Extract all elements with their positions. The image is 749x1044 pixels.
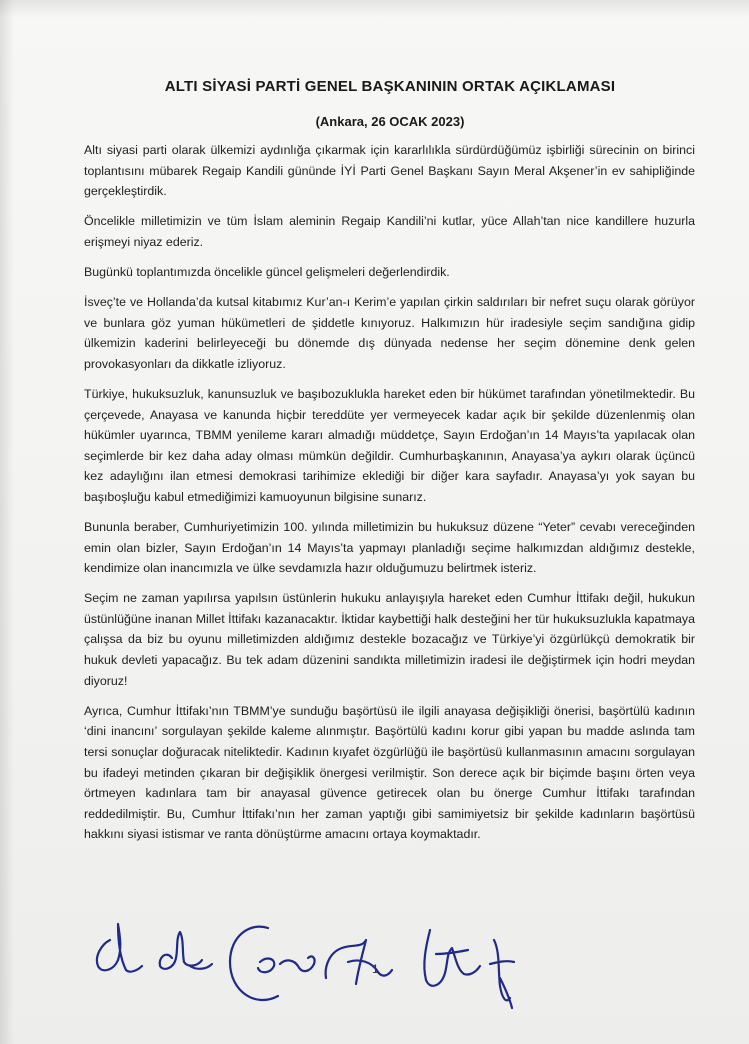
document-title: ALTI SİYASİ PARTİ GENEL BAŞKANININ ORTAK AÇIKLAMASI: [164, 78, 616, 95]
paragraph: Bugünkü toplantımızda öncelikle güncel gelişmeleri değerlendirdik.: [84, 264, 450, 279]
paragraph: İsveç’te ve Hollanda’da kutsal kitabımız Kur’an-ı Kerim’e yapılan çirkin saldırıları bir nefret suçu olarak görüyor ve bunlara göz yuman hükümetleri de şiddetle kınıyoruz. Halkımızın hür iradesiyle seçim sandığına gidip ülkemizin kaderini belirleyeceği bu dönemde dış dünyada nedense her seçim dönemine denk gelen provokasyonları da dikkatle izliyoruz.: [84, 295, 695, 371]
signature-5: [424, 930, 480, 986]
signature-6: [490, 940, 514, 1008]
paragraph: Bununla beraber, Cumhuriyetimizin 100. yılında milletimizin bu hukuksuz düzene “Yeter” cevabı vereceğinden emin olan bizler, Sayın Erdoğan’ın 14 Mayıs’ta yapmayı planladığı seçime halkımızdan aldığımız destekle, kendimize olan inancımızla ve ülke sevdamızla hazır olduğumuzu belirtmek isteriz.: [84, 520, 695, 576]
paragraph: Seçim ne zaman yapılırsa yapılsın üstünlerin hukuku anlayışıyla hareket eden Cumhur İttifakı değil, hukukun üstünlüğüne inanan Millet İttifakı kazanacaktır. İktidar kaybettiği halk desteğini her tür hukuksuzlukla kapatmaya çalışsa da biz bu oyunu milletimizden aldığımız destekle bozacağız ve Türkiye’yi özgürlükçü demokratik bir hukuk devleti yapacağız. Bu tek adam düzenini sandıkta milletimizin iradesi ile değiştirmek için hodri meydan diyoruz!: [84, 591, 695, 688]
paragraph: Öncelikle milletimizin ve tüm İslam aleminin Regaip Kandili’ni kutlar, yüce Allah’tan nice kandillere huzurla erişmeyi niyaz ederiz.: [84, 214, 695, 249]
document-date: (Ankara, 26 OCAK 2023): [315, 114, 465, 129]
paragraph: Ayrıca, Cumhur İttifakı’nın TBMM’ye sunduğu başörtüsü ile ilgili anayasa değişikliği önerisi, başörtülü kadının ‘dini inancını’ sorgulayan şekilde kaleme alınmıştır. Başörtülü kadını korur gibi yapan bu madde aslında tam tersi sonuçlar doğuracak niteliktedir. Kadının kıyafet özgürlüğü ile başörtüsü kullanmasının amacını sorgulayan bu ifadeyi metinden çıkaran bir değişiklik önergesi verilmiştir. Son derece açık bir biçimde başını örten veya örtmeyen kadınlara tam bir anayasal güvence getirecek olan bu önerge Cumhur İttifakı tarafından reddedilmiştir. Bu, Cumhur İttifakı’nın her zaman yaptığı gibi samimiyetsiz bir şekilde kadınların başörtüsü hakkını siyasi istismar ve ranta dönüştürme amacını ortaya koymaktadır.: [84, 703, 695, 842]
signatures: [80, 900, 720, 1040]
page-shadow-left: [0, 0, 14, 1044]
document-body: [84, 140, 695, 854]
page-number: 1: [372, 962, 379, 976]
paragraph: Altı siyasi parti olarak ülkemizi aydınlığa çıkarmak için kararlılıkla sürdürdüğümüz işbirliği sürecinin on birinci toplantısını mübarek Regaip Kandili gününde İYİ Parti Genel Başkanı Sayın Meral Akşener’in ev sahipliğinde gerçekleştirdik.: [84, 143, 695, 199]
signature-4: [326, 940, 392, 984]
signature-1: [97, 924, 142, 972]
paragraph: Türkiye, hukuksuzluk, kanunsuzluk ve başıbozuklukla hareket eden bir hükümet tarafından yönetilmektedir. Bu çerçevede, Anayasa ve kanunda hiçbir tereddüte yer vermeyecek kadar açık bir şekilde düzenlenmiş olan hükümler uyarınca, TBMM yenileme kararı almadığı müddetçe, Sayın Erdoğan’ın 14 Mayıs’ta yapılacak olan seçimlerde bir kez daha aday olması mümkün değildir. Cumhurbaşkanının, Anayasa’ya aykırı olarak üçüncü kez adaylığını ilan etmesi demokrasi tarihimize eklediği bir diğer kara sayfadır. Anayasa’yı yok sayan bu başıboşluğu kabul etmediğimizi kamuoyunun bilgisine sunarız.: [84, 386, 695, 504]
page-shadow-top: [0, 0, 749, 18]
signature-3: [230, 927, 315, 1000]
signature-2: [160, 932, 212, 969]
